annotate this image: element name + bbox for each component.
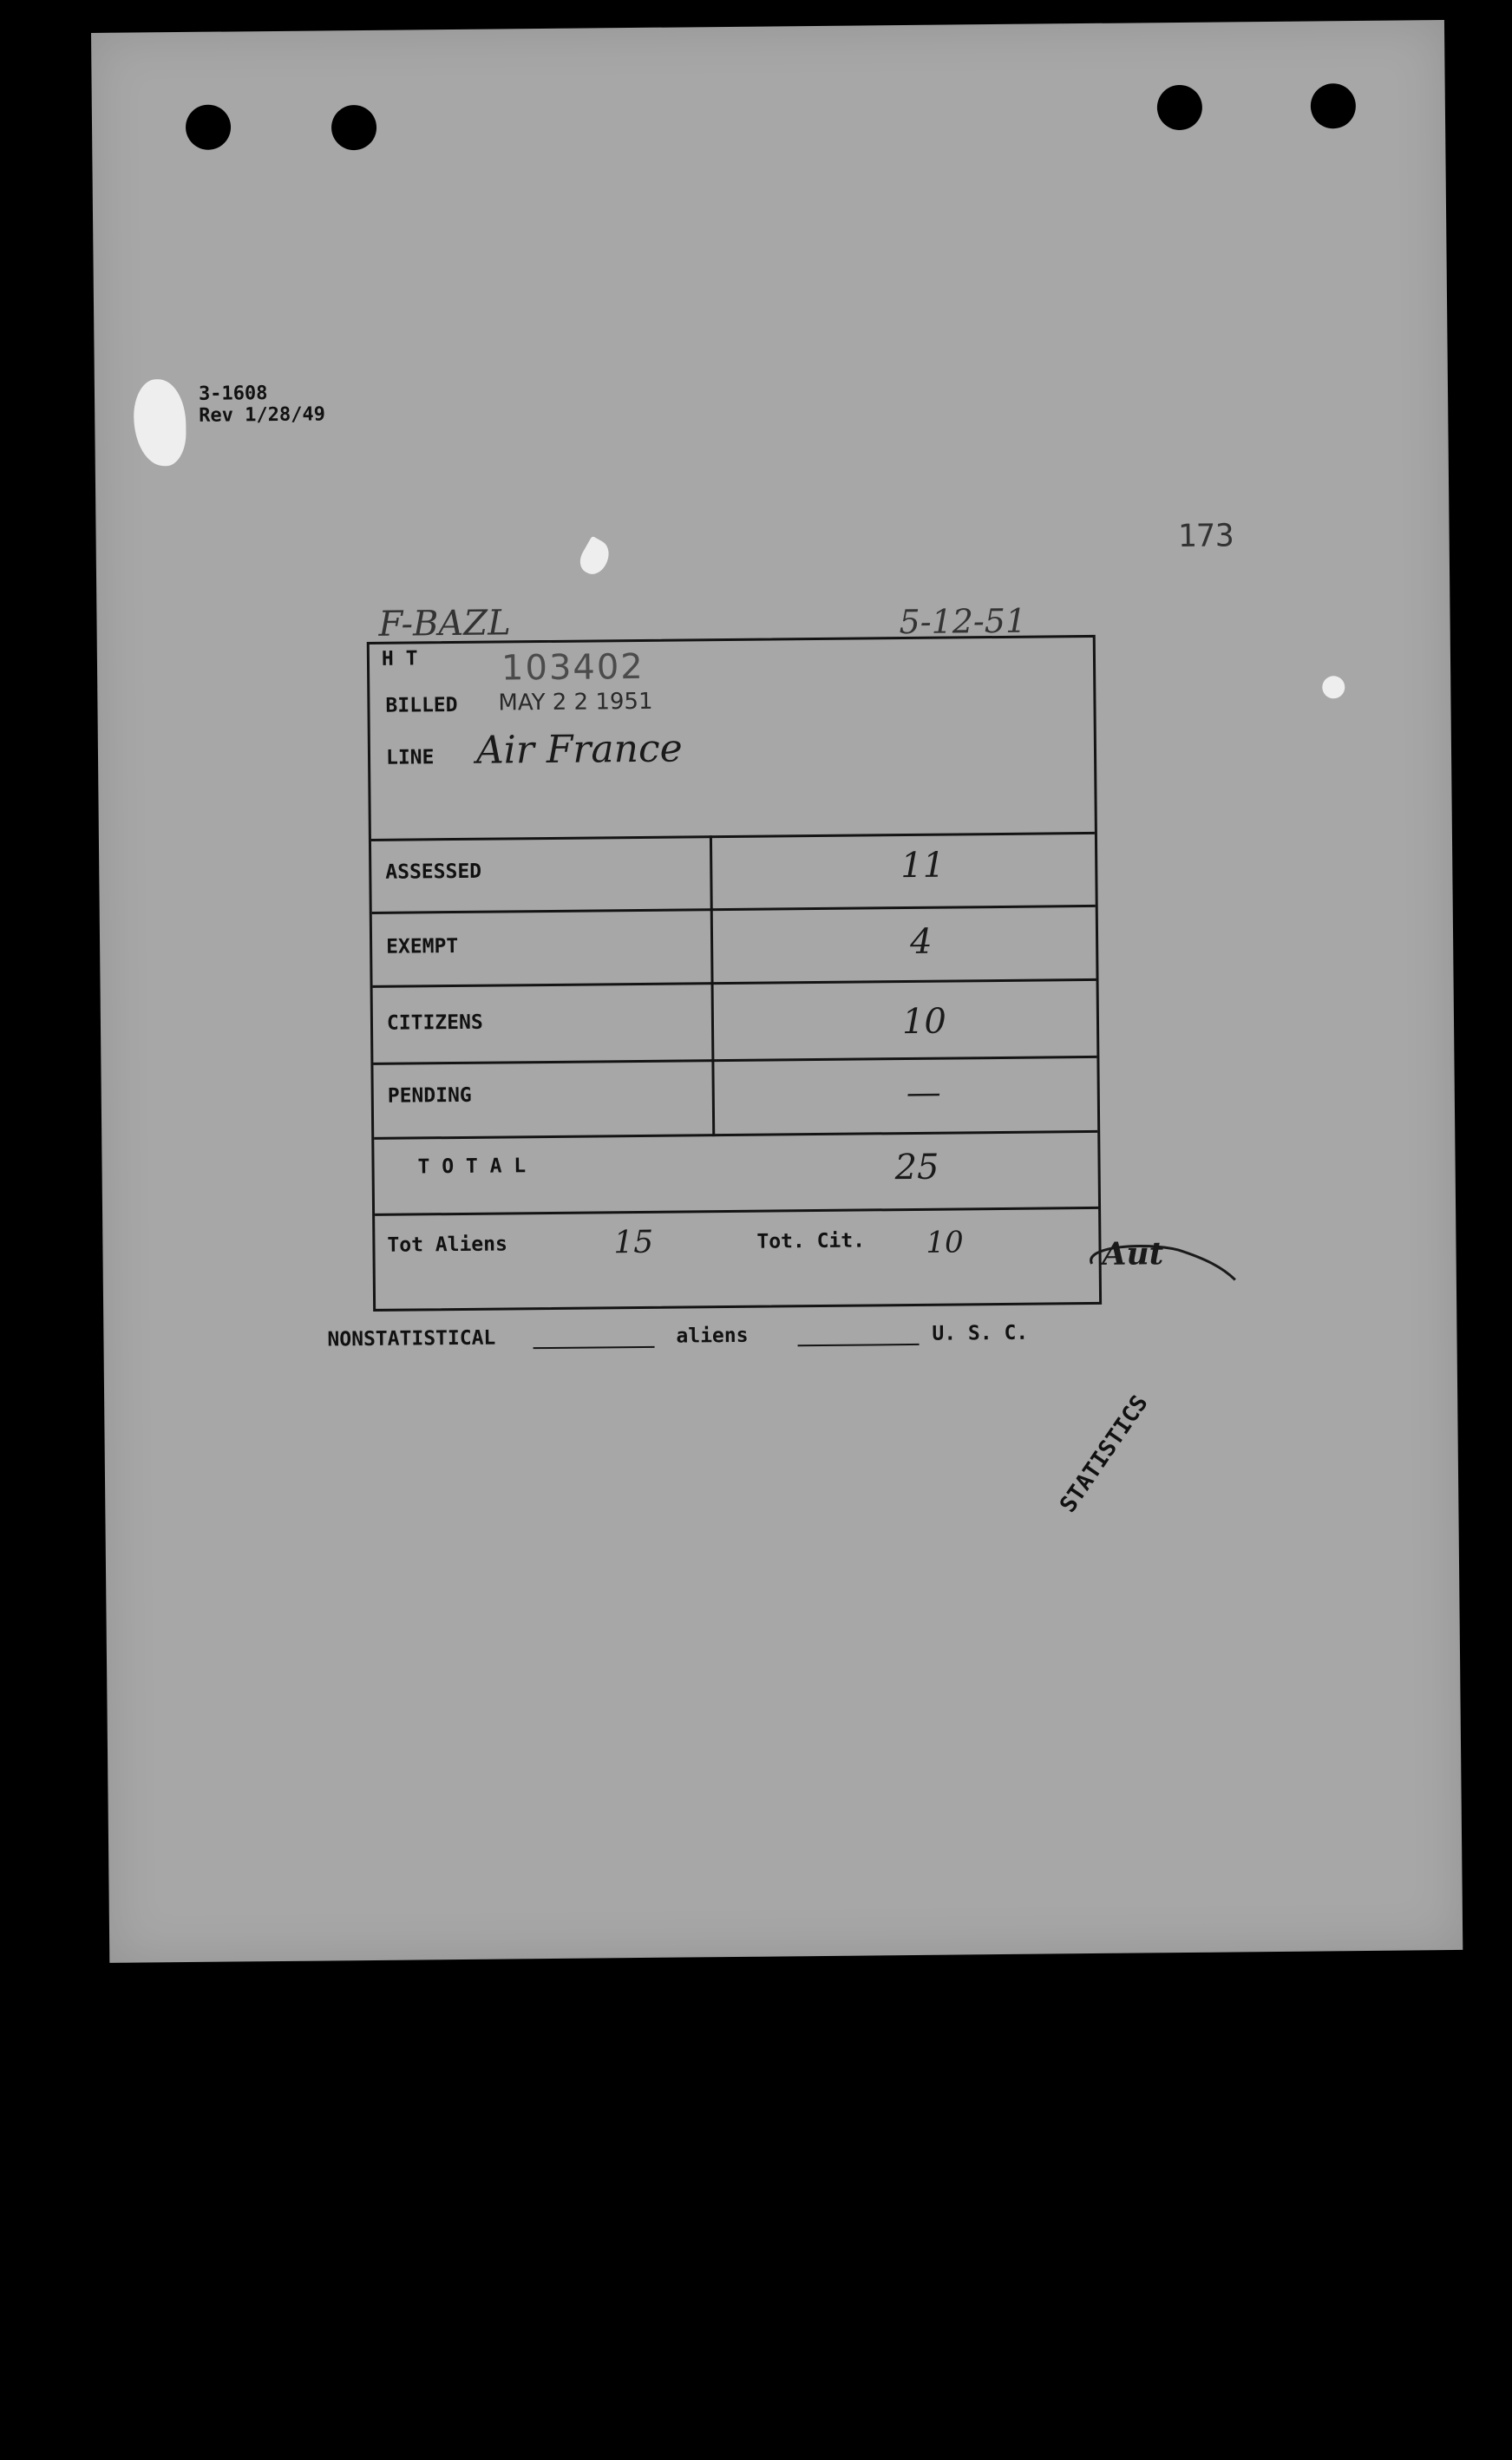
- paper-blemish: [134, 379, 187, 467]
- form-rule: [371, 832, 1095, 841]
- handwritten-aircraft-reg: F-BAZL: [378, 603, 511, 644]
- passenger-statistics-form: [367, 635, 1102, 1312]
- citizens-value: 10: [901, 1001, 947, 1043]
- paper-blemish: [1322, 676, 1345, 698]
- exempt-value: 4: [909, 921, 933, 962]
- billed-date-stamp: MAY 2 2 1951: [498, 688, 653, 716]
- punch-hole: [1157, 85, 1202, 130]
- handwritten-date: 5-12-51: [899, 601, 1027, 642]
- nonstatistical-blank-1: [533, 1346, 655, 1349]
- citizens-label: CITIZENS: [386, 1011, 483, 1035]
- ht-number-stamp: 103402: [501, 646, 645, 689]
- form-rule: [373, 1056, 1096, 1065]
- tot-cit-value: 10: [926, 1225, 964, 1260]
- tot-aliens-value: 15: [613, 1224, 654, 1261]
- total-value: 25: [894, 1147, 939, 1188]
- form-rule: [372, 905, 1096, 914]
- nonstatistical-label: NONSTATISTICAL: [327, 1326, 496, 1351]
- punch-hole: [1311, 83, 1356, 128]
- form-rule: [375, 1207, 1098, 1216]
- statistics-stamp: STATISTICS: [1055, 1390, 1154, 1518]
- paper-blemish: [575, 536, 615, 579]
- punch-hole: [331, 105, 376, 150]
- signature-stroke: [1074, 1236, 1248, 1290]
- assessed-value: 11: [900, 845, 946, 887]
- line-label: LINE: [385, 746, 435, 769]
- document-page: [91, 20, 1463, 1963]
- tot-cit-label: Tot. Cit.: [756, 1229, 866, 1253]
- form-rule: [373, 978, 1096, 988]
- nonstatistical-blank-2: [798, 1344, 920, 1346]
- aliens-label: aliens: [676, 1324, 749, 1348]
- form-code-line1: 3-1608: [198, 383, 268, 405]
- assessed-label: ASSESSED: [385, 860, 482, 884]
- pending-label: PENDING: [387, 1083, 472, 1108]
- tot-aliens-label: Tot Aliens: [387, 1233, 508, 1257]
- billed-label: BILLED: [385, 693, 458, 717]
- total-label: T O T A L: [417, 1155, 527, 1179]
- exempt-label: EXEMPT: [386, 934, 459, 958]
- initials-signature: Aut: [1102, 1235, 1164, 1273]
- page-number: 173: [1177, 518, 1234, 555]
- airline-name: Air France: [475, 726, 683, 773]
- ht-label: H T: [381, 647, 418, 671]
- pending-value: —: [906, 1072, 941, 1114]
- punch-hole: [186, 104, 231, 149]
- form-code-line2: Rev 1/28/49: [199, 403, 326, 427]
- form-column-divider: [710, 835, 715, 1136]
- usc-label: U. S. C.: [932, 1321, 1029, 1345]
- form-rule: [374, 1130, 1097, 1140]
